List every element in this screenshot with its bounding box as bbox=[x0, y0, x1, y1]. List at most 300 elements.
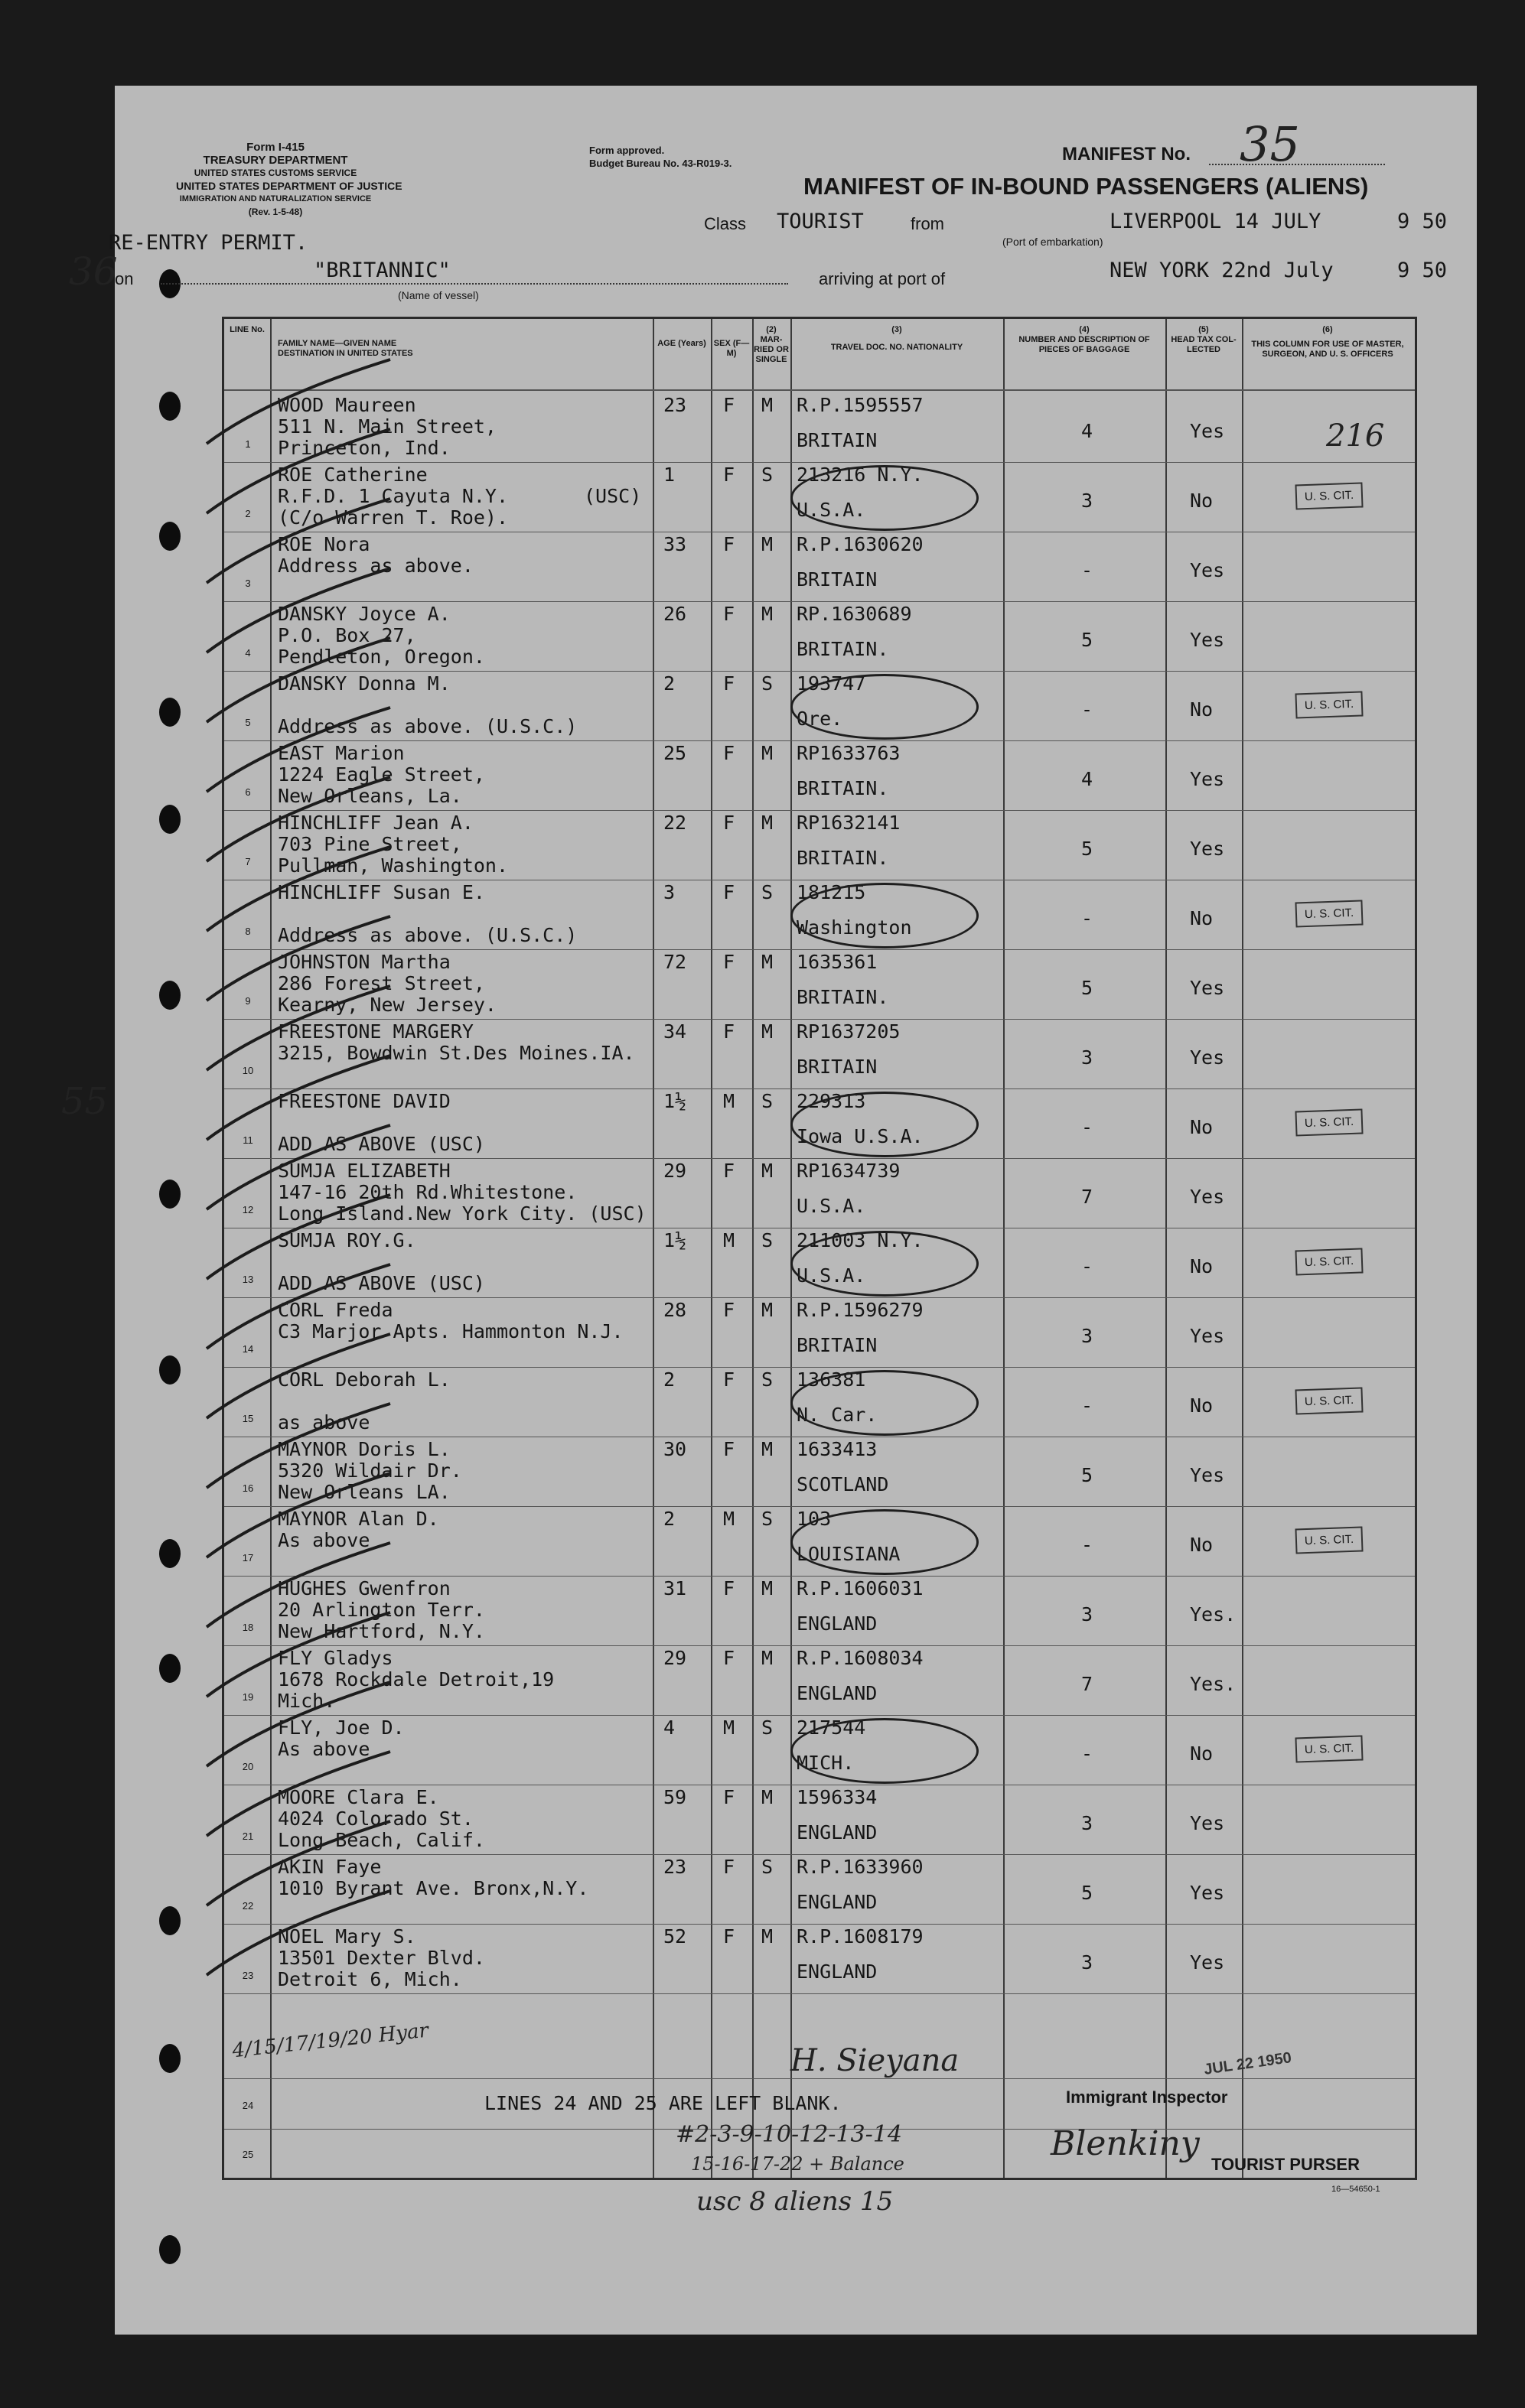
passenger-age: 2 bbox=[663, 1508, 676, 1530]
passenger-sex: F bbox=[723, 881, 735, 903]
baggage-count: 7 bbox=[1081, 1673, 1093, 1695]
passenger-age: 30 bbox=[663, 1438, 687, 1460]
baggage-count: 5 bbox=[1081, 1464, 1093, 1486]
marital-status: M bbox=[761, 742, 774, 764]
passenger-address-1: 1678 Rockdale Detroit,19 bbox=[278, 1668, 555, 1690]
us-citizen-stamp: U. S. CIT. bbox=[1295, 1735, 1363, 1762]
passenger-name: DANSKY Donna M. bbox=[278, 672, 451, 695]
baggage-count: 5 bbox=[1081, 977, 1093, 999]
passenger-name: CORL Deborah L. bbox=[278, 1368, 451, 1391]
passenger-address-2: Pullman, Washington. bbox=[278, 854, 509, 877]
line-number: 8 bbox=[245, 926, 251, 937]
passenger-age: 31 bbox=[663, 1577, 687, 1599]
nationality: LOUISIANA bbox=[797, 1543, 901, 1565]
passenger-age: 2 bbox=[663, 672, 676, 695]
nationality: SCOTLAND bbox=[797, 1473, 889, 1495]
line-number: 2 bbox=[245, 508, 251, 519]
baggage-count: - bbox=[1081, 1255, 1093, 1277]
baggage-count: 5 bbox=[1081, 838, 1093, 860]
blank-lines-note: LINES 24 AND 25 ARE LEFT BLANK. bbox=[484, 2092, 842, 2114]
nationality: MICH. bbox=[797, 1752, 855, 1774]
passenger-address-2: (C/o Warren T. Roe). bbox=[278, 506, 509, 529]
line-number: 22 bbox=[242, 1900, 254, 1912]
travel-doc: R.P.1595557 bbox=[797, 394, 924, 416]
passenger-name: WOOD Maureen bbox=[278, 394, 416, 416]
baggage-count: 3 bbox=[1081, 1603, 1093, 1625]
nationality: Ore. bbox=[797, 708, 843, 730]
line-number: 17 bbox=[242, 1552, 254, 1564]
passenger-address-2: Address as above. (U.S.C.) bbox=[278, 715, 578, 737]
line-number: 15 bbox=[242, 1413, 254, 1424]
passenger-name: MOORE Clara E. bbox=[278, 1786, 439, 1808]
passenger-name: FREESTONE MARGERY bbox=[278, 1020, 474, 1043]
passenger-row bbox=[224, 462, 1415, 532]
passenger-row bbox=[224, 1088, 1415, 1158]
passenger-address-2: Detroit 6, Mich. bbox=[278, 1968, 462, 1990]
form-number: Form I-415 bbox=[246, 141, 305, 154]
passenger-age: 23 bbox=[663, 394, 687, 416]
marital-status: M bbox=[761, 1786, 774, 1808]
line-number: 12 bbox=[242, 1204, 254, 1215]
class-value: TOURIST bbox=[777, 210, 864, 233]
colhead-travel-doc: (3) TRAVEL DOC. NO. NATIONALITY bbox=[830, 325, 963, 352]
date-stamp: JUL 22 1950 bbox=[1202, 2049, 1293, 2078]
nationality: BRITAIN bbox=[797, 1334, 878, 1356]
marital-status: S bbox=[761, 672, 774, 695]
passenger-address-1: 4024 Colorado St. bbox=[278, 1808, 474, 1830]
passenger-row bbox=[224, 1576, 1415, 1645]
customs-service: UNITED STATES CUSTOMS SERVICE bbox=[194, 168, 357, 178]
budget-text: Budget Bureau No. 43-R019-3. bbox=[589, 158, 732, 169]
passenger-address-1: R.F.D. 1 Cayuta N.Y. bbox=[278, 485, 509, 507]
travel-doc: R.P.1633960 bbox=[797, 1856, 924, 1878]
nationality: BRITAIN bbox=[797, 1056, 878, 1078]
passenger-name: HINCHLIFF Susan E. bbox=[278, 881, 485, 903]
passenger-address-1: 703 Pine Street, bbox=[278, 833, 462, 855]
passenger-row bbox=[224, 1715, 1415, 1785]
line-number: 5 bbox=[245, 717, 251, 728]
manifest-sheet bbox=[61, 86, 1477, 2335]
manifest-label: MANIFEST No. bbox=[1062, 144, 1191, 164]
baggage-count: - bbox=[1081, 1743, 1093, 1765]
marital-status: M bbox=[761, 1020, 774, 1043]
colhead-sex: SEX (F—M) bbox=[713, 339, 750, 358]
form-revision: (Rev. 1-5-48) bbox=[248, 207, 303, 217]
passenger-name: FREESTONE DAVID bbox=[278, 1090, 451, 1112]
head-tax: Yes bbox=[1190, 420, 1225, 442]
baggage-count: - bbox=[1081, 698, 1093, 721]
passenger-address-2: Long Beach, Calif. bbox=[278, 1829, 485, 1851]
marital-status: M bbox=[761, 394, 774, 416]
form-approval bbox=[589, 144, 732, 170]
nationality: U.S.A. bbox=[797, 1195, 866, 1217]
baggage-count: 3 bbox=[1081, 1951, 1093, 1974]
passenger-address-1: As above bbox=[278, 1529, 370, 1551]
colhead-line: LINE No. bbox=[230, 325, 265, 334]
marital-status: S bbox=[761, 881, 774, 903]
line-number: 14 bbox=[242, 1343, 254, 1355]
reentry-permit: RE-ENTRY PERMIT. bbox=[109, 231, 308, 255]
travel-doc: 229313 bbox=[797, 1090, 866, 1112]
nationality: BRITAIN. bbox=[797, 847, 889, 869]
passenger-address-2: Address as above. (U.S.C.) bbox=[278, 924, 578, 946]
travel-doc: 103 bbox=[797, 1508, 832, 1530]
passenger-address-1: P.O. Box 27, bbox=[278, 624, 416, 646]
passenger-age: 22 bbox=[663, 812, 687, 834]
nationality: N. Car. bbox=[797, 1404, 878, 1426]
arrival-port: NEW YORK 22nd July bbox=[1110, 259, 1334, 282]
head-tax: Yes bbox=[1190, 629, 1225, 651]
manifest-number: 35 bbox=[1240, 116, 1300, 172]
vessel-line bbox=[161, 283, 788, 285]
line-number: 3 bbox=[245, 578, 251, 589]
line-number: 6 bbox=[245, 786, 251, 798]
passenger-age: 29 bbox=[663, 1647, 687, 1669]
us-citizen-stamp: U. S. CIT. bbox=[1295, 1387, 1363, 1414]
passenger-address-2: New Hartford, N.Y. bbox=[278, 1620, 485, 1642]
nationality: ENGLAND bbox=[797, 1821, 878, 1843]
nationality: ENGLAND bbox=[797, 1682, 878, 1704]
colhead-name: FAMILY NAME—GIVEN NAME DESTINATION IN UNITED STATES bbox=[278, 339, 413, 358]
row-divider bbox=[224, 1993, 1415, 1994]
line-number: 21 bbox=[242, 1830, 254, 1842]
travel-doc: 181215 bbox=[797, 881, 866, 903]
passenger-address-1: Address as above. bbox=[278, 555, 474, 577]
baggage-count: - bbox=[1081, 1394, 1093, 1417]
hw-left-note: 4/15/17/19/20 Hyar bbox=[231, 2019, 430, 2063]
passenger-name: NOEL Mary S. bbox=[278, 1925, 416, 1948]
ins-service: IMMIGRATION AND NATURALIZATION SERVICE bbox=[179, 194, 372, 203]
passenger-sex: M bbox=[723, 1229, 735, 1251]
colhead-married: (2) MAR-RIED OR SINGLE bbox=[754, 325, 789, 364]
head-tax: No bbox=[1190, 1534, 1214, 1556]
doc-circle bbox=[790, 465, 979, 531]
approved-text: Form approved. bbox=[589, 145, 665, 156]
passenger-sex: M bbox=[723, 1508, 735, 1530]
nationality: BRITAIN. bbox=[797, 777, 889, 799]
line-number: 19 bbox=[242, 1691, 254, 1703]
passenger-sex: F bbox=[723, 464, 735, 486]
marital-status: M bbox=[761, 603, 774, 625]
head-tax: Yes bbox=[1190, 1464, 1225, 1486]
passenger-table bbox=[222, 317, 1417, 2180]
baggage-count: 5 bbox=[1081, 629, 1093, 651]
officer-note: 216 bbox=[1326, 418, 1385, 454]
colhead-baggage: (4) NUMBER AND DESCRIPTION OF PIECES OF BAGGAGE bbox=[1018, 325, 1150, 354]
justice-dept: UNITED STATES DEPARTMENT OF JUSTICE bbox=[176, 180, 402, 192]
passenger-address-1: 147-16 20th Rd.Whitestone. bbox=[278, 1181, 578, 1203]
marital-status: S bbox=[761, 1717, 774, 1739]
passenger-address-2: Mich. bbox=[278, 1690, 336, 1712]
arriving-label: arriving at port of bbox=[819, 269, 946, 288]
passenger-address-1: 1010 Byrant Ave. Bronx,N.Y. bbox=[278, 1877, 589, 1899]
colhead-age: AGE (Years) bbox=[657, 339, 706, 348]
travel-doc: 211003 N.Y. bbox=[797, 1229, 924, 1251]
marital-status: M bbox=[761, 1438, 774, 1460]
baggage-count: - bbox=[1081, 559, 1093, 581]
hw-lines-2: 15-16-17-22 + Balance bbox=[691, 2153, 904, 2175]
head-tax: No bbox=[1190, 907, 1214, 929]
passenger-row bbox=[224, 880, 1415, 949]
passenger-age: 26 bbox=[663, 603, 687, 625]
us-citizen-stamp: U. S. CIT. bbox=[1295, 482, 1363, 509]
passenger-age: 4 bbox=[663, 1717, 676, 1739]
passenger-address-2: as above bbox=[278, 1411, 370, 1433]
passenger-age: 1½ bbox=[663, 1090, 687, 1112]
us-citizen-stamp: U. S. CIT. bbox=[1295, 900, 1363, 927]
nationality: ENGLAND bbox=[797, 1891, 878, 1913]
line-number: 4 bbox=[245, 647, 251, 659]
on-label: on bbox=[115, 269, 134, 288]
nationality: Iowa U.S.A. bbox=[797, 1125, 924, 1147]
passenger-address-2: ADD AS ABOVE (USC) bbox=[278, 1272, 485, 1294]
travel-doc: RP1637205 bbox=[797, 1020, 901, 1043]
line-number-25: 25 bbox=[242, 2149, 254, 2160]
baggage-count: - bbox=[1081, 907, 1093, 929]
colhead-officers: (6) THIS COLUMN FOR USE OF MASTER, SURGEON, AND U. S. OFFICERS bbox=[1251, 325, 1404, 359]
us-citizen-stamp: U. S. CIT. bbox=[1295, 691, 1363, 718]
vessel-caption: (Name of vessel) bbox=[398, 289, 479, 301]
purser-signature: Blenkiny bbox=[1051, 2124, 1200, 2163]
passenger-age: 33 bbox=[663, 533, 687, 555]
doc-circle bbox=[790, 1092, 979, 1157]
line-number: 9 bbox=[245, 995, 251, 1007]
manifest-title: MANIFEST OF IN-BOUND PASSENGERS (ALIENS) bbox=[803, 173, 1369, 200]
line-number: 10 bbox=[242, 1065, 254, 1076]
travel-doc: R.P.1630620 bbox=[797, 533, 924, 555]
marital-status: M bbox=[761, 1925, 774, 1948]
travel-doc: 1635361 bbox=[797, 951, 878, 973]
passenger-row bbox=[224, 1854, 1415, 1924]
passenger-name: CORL Freda bbox=[278, 1299, 393, 1321]
passenger-age: 23 bbox=[663, 1856, 687, 1878]
head-tax: Yes bbox=[1190, 1325, 1225, 1347]
passenger-age: 28 bbox=[663, 1299, 687, 1321]
passenger-name: EAST Marion bbox=[278, 742, 405, 764]
head-tax: Yes. bbox=[1190, 1603, 1237, 1625]
travel-doc: RP1632141 bbox=[797, 812, 901, 834]
passenger-sex: F bbox=[723, 1020, 735, 1043]
passenger-sex: F bbox=[723, 1160, 735, 1182]
passenger-sex: F bbox=[723, 1925, 735, 1948]
head-tax: No bbox=[1190, 490, 1214, 512]
passenger-address-2: Pendleton, Oregon. bbox=[278, 646, 485, 668]
passenger-name: JOHNSTON Martha bbox=[278, 951, 451, 973]
travel-doc: RP.1630689 bbox=[797, 603, 912, 625]
passenger-sex: F bbox=[723, 672, 735, 695]
baggage-count: 7 bbox=[1081, 1186, 1093, 1208]
baggage-count: 3 bbox=[1081, 1812, 1093, 1834]
inspector-label: Immigrant Inspector bbox=[1066, 2087, 1228, 2107]
passenger-age: 29 bbox=[663, 1160, 687, 1182]
passenger-row bbox=[224, 1019, 1415, 1088]
passenger-name: SUMJA ELIZABETH bbox=[278, 1160, 451, 1182]
head-tax: No bbox=[1190, 1394, 1214, 1417]
passenger-name: ROE Nora bbox=[278, 533, 370, 555]
passenger-address-1: 20 Arlington Terr. bbox=[278, 1599, 485, 1621]
marital-status: S bbox=[761, 1508, 774, 1530]
head-tax: Yes bbox=[1190, 559, 1225, 581]
passenger-row bbox=[224, 1297, 1415, 1367]
marital-status: S bbox=[761, 1229, 774, 1251]
colhead-head-tax: (5) HEAD TAX COL-LECTED bbox=[1171, 325, 1237, 354]
head-tax: Yes bbox=[1190, 768, 1225, 790]
passenger-row bbox=[224, 1785, 1415, 1854]
line-number: 7 bbox=[245, 856, 251, 867]
marital-status: M bbox=[761, 1647, 774, 1669]
passenger-name: HINCHLIFF Jean A. bbox=[278, 812, 474, 834]
baggage-count: 4 bbox=[1081, 420, 1093, 442]
passenger-sex: F bbox=[723, 951, 735, 973]
line-number: 18 bbox=[242, 1622, 254, 1633]
passenger-age: 52 bbox=[663, 1925, 687, 1948]
nationality: BRITAIN bbox=[797, 429, 878, 451]
passenger-row bbox=[224, 949, 1415, 1019]
passenger-address-1: 5320 Wildair Dr. bbox=[278, 1459, 462, 1482]
passenger-age: 25 bbox=[663, 742, 687, 764]
nationality: U.S.A. bbox=[797, 499, 866, 521]
head-tax: Yes bbox=[1190, 977, 1225, 999]
nationality: Washington bbox=[797, 916, 912, 939]
passenger-sex: M bbox=[723, 1717, 735, 1739]
manifest-line bbox=[1209, 164, 1385, 165]
hw-bottom-note: usc 8 aliens 15 bbox=[696, 2186, 894, 2217]
us-citizen-stamp: U. S. CIT. bbox=[1295, 1108, 1363, 1136]
travel-doc: RP1634739 bbox=[797, 1160, 901, 1182]
passenger-name: FLY, Joe D. bbox=[278, 1717, 405, 1739]
passenger-row bbox=[224, 1158, 1415, 1228]
head-tax: No bbox=[1190, 1743, 1214, 1765]
arrival-year: 9 50 bbox=[1397, 259, 1448, 282]
passenger-address-1: As above bbox=[278, 1738, 370, 1760]
head-tax: Yes bbox=[1190, 838, 1225, 860]
baggage-count: 4 bbox=[1081, 768, 1093, 790]
travel-doc: 1633413 bbox=[797, 1438, 878, 1460]
passenger-sex: F bbox=[723, 1438, 735, 1460]
passenger-age: 1½ bbox=[663, 1229, 687, 1251]
passenger-row bbox=[224, 1506, 1415, 1576]
marital-status: M bbox=[761, 1577, 774, 1599]
usc-note: (USC) bbox=[584, 485, 642, 507]
line-number: 16 bbox=[242, 1482, 254, 1494]
passenger-row bbox=[224, 1367, 1415, 1437]
passenger-sex: F bbox=[723, 533, 735, 555]
nationality: BRITAIN. bbox=[797, 638, 889, 660]
baggage-count: 5 bbox=[1081, 1882, 1093, 1904]
passenger-address-1: 13501 Dexter Blvd. bbox=[278, 1947, 485, 1969]
us-citizen-stamp: U. S. CIT. bbox=[1295, 1248, 1363, 1275]
passenger-sex: M bbox=[723, 1090, 735, 1112]
marital-status: S bbox=[761, 1856, 774, 1878]
margin-note-36: 36 bbox=[69, 249, 118, 294]
doc-circle bbox=[790, 1509, 979, 1575]
margin-note-55: 55 bbox=[61, 1080, 109, 1123]
passenger-sex: F bbox=[723, 1299, 735, 1321]
passenger-sex: F bbox=[723, 394, 735, 416]
travel-doc: R.P.1606031 bbox=[797, 1577, 924, 1599]
head-tax: Yes bbox=[1190, 1186, 1225, 1208]
marital-status: S bbox=[761, 464, 774, 486]
travel-doc: R.P.1608179 bbox=[797, 1925, 924, 1948]
passenger-name: MAYNOR Alan D. bbox=[278, 1508, 439, 1530]
travel-doc: R.P.1608034 bbox=[797, 1647, 924, 1669]
passenger-sex: F bbox=[723, 1786, 735, 1808]
travel-doc: R.P.1596279 bbox=[797, 1299, 924, 1321]
passenger-address-2: Princeton, Ind. bbox=[278, 437, 451, 459]
passenger-age: 2 bbox=[663, 1368, 676, 1391]
passenger-name: MAYNOR Doris L. bbox=[278, 1438, 451, 1460]
travel-doc: 136381 bbox=[797, 1368, 866, 1391]
passenger-address-1: 511 N. Main Street, bbox=[278, 415, 497, 438]
head-tax: No bbox=[1190, 1255, 1214, 1277]
passenger-row bbox=[224, 1924, 1415, 1993]
baggage-count: - bbox=[1081, 1116, 1093, 1138]
passenger-sex: F bbox=[723, 742, 735, 764]
marital-status: M bbox=[761, 812, 774, 834]
inspector-signature: H. Sieyana bbox=[790, 2043, 960, 2078]
embark-port: LIVERPOOL 14 JULY bbox=[1110, 210, 1321, 233]
passenger-address-2: Long Island.New York City. (USC) bbox=[278, 1202, 647, 1225]
passenger-age: 3 bbox=[663, 881, 676, 903]
passenger-age: 59 bbox=[663, 1786, 687, 1808]
passenger-address-1: 1224 Eagle Street, bbox=[278, 763, 485, 786]
passenger-address-1: 286 Forest Street, bbox=[278, 972, 485, 994]
line-number: 11 bbox=[243, 1134, 253, 1146]
nationality: BRITAIN bbox=[797, 568, 878, 591]
passenger-age: 1 bbox=[663, 464, 676, 486]
passenger-sex: F bbox=[723, 1577, 735, 1599]
marital-status: M bbox=[761, 1160, 774, 1182]
passenger-name: HUGHES Gwenfron bbox=[278, 1577, 451, 1599]
head-tax: No bbox=[1190, 1116, 1214, 1138]
passenger-name: AKIN Faye bbox=[278, 1856, 382, 1878]
passenger-row bbox=[224, 740, 1415, 810]
passenger-row bbox=[224, 532, 1415, 601]
travel-doc: 193747 bbox=[797, 672, 866, 695]
line-number-24: 24 bbox=[242, 2100, 254, 2111]
head-tax: Yes bbox=[1190, 1046, 1225, 1069]
line-number: 20 bbox=[242, 1761, 254, 1772]
travel-doc: 1596334 bbox=[797, 1786, 878, 1808]
doc-circle bbox=[790, 674, 979, 740]
passenger-address-1: C3 Marjor Apts. Hammonton N.J. bbox=[278, 1320, 624, 1342]
class-label: Class bbox=[704, 214, 747, 233]
hw-lines-1: #2-3-9-10-12-13-14 bbox=[676, 2121, 902, 2148]
embark-year: 9 50 bbox=[1397, 210, 1448, 233]
head-tax: Yes bbox=[1190, 1882, 1225, 1904]
marital-status: S bbox=[761, 1368, 774, 1391]
doc-circle bbox=[790, 883, 979, 949]
head-tax: Yes. bbox=[1190, 1673, 1237, 1695]
vessel-name: "BRITANNIC" bbox=[314, 259, 451, 282]
doc-circle bbox=[790, 1370, 979, 1436]
passenger-row bbox=[224, 392, 1415, 462]
nationality: ENGLAND bbox=[797, 1612, 878, 1635]
travel-doc: 213216 N.Y. bbox=[797, 464, 924, 486]
line-number: 1 bbox=[245, 438, 251, 450]
marital-status: M bbox=[761, 951, 774, 973]
line-number: 13 bbox=[242, 1274, 254, 1285]
marital-status: M bbox=[761, 533, 774, 555]
travel-doc: RP1633763 bbox=[797, 742, 901, 764]
passenger-sex: F bbox=[723, 1856, 735, 1878]
passenger-row bbox=[224, 601, 1415, 671]
passenger-name: FLY Gladys bbox=[278, 1647, 393, 1669]
passenger-address-1: 3215, Bowdwin St.Des Moines.IA. bbox=[278, 1042, 635, 1064]
baggage-count: 3 bbox=[1081, 490, 1093, 512]
form-header-left bbox=[176, 141, 402, 219]
passenger-row bbox=[224, 671, 1415, 740]
